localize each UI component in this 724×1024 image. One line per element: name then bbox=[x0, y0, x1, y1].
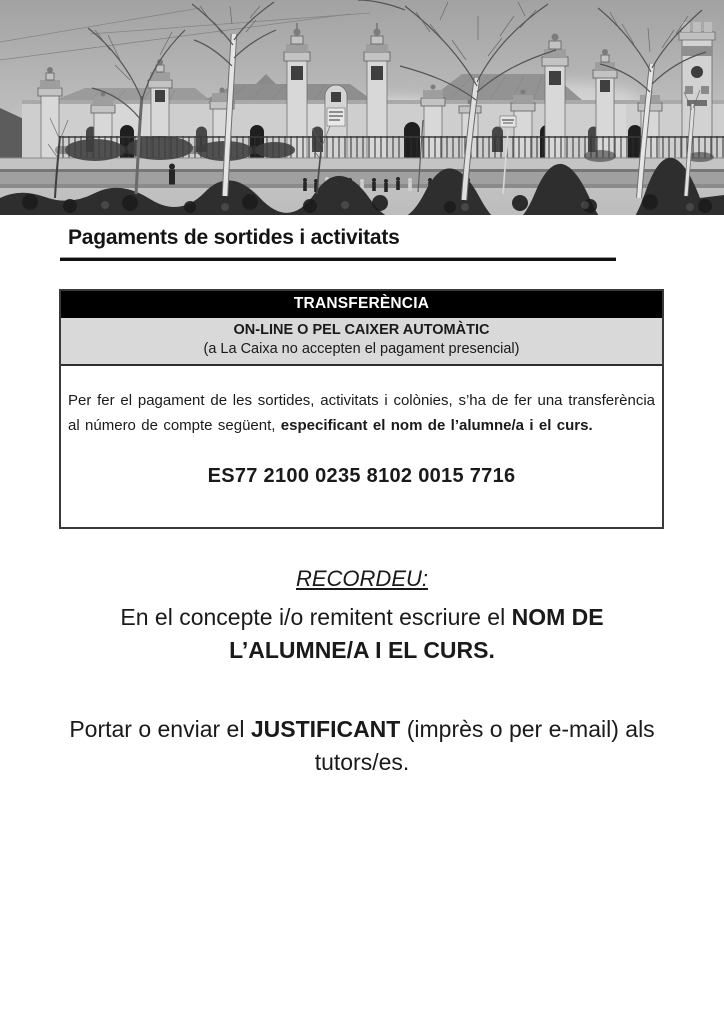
transfer-box-header: TRANSFERÈNCIA bbox=[61, 291, 662, 318]
payment-instructions bbox=[68, 388, 655, 438]
school-photo bbox=[0, 0, 724, 215]
transfer-box-subheader bbox=[61, 318, 662, 366]
page-title: Pagaments de sortides i activitats bbox=[68, 226, 400, 249]
reminder-line-bold: NOM DE L’ALUMNE/A I EL CURS. bbox=[229, 604, 604, 663]
transfer-box bbox=[59, 289, 664, 529]
transfer-box-body bbox=[61, 366, 662, 527]
reminder-line-regular: En el concepte i/o remitent escriure el bbox=[120, 604, 512, 630]
receipt-bold: JUSTIFICANT bbox=[250, 716, 401, 742]
ninas-sign bbox=[500, 116, 516, 127]
receipt-part1: Portar o enviar el bbox=[69, 716, 251, 742]
reminder-section bbox=[0, 565, 724, 779]
title-rule bbox=[60, 257, 616, 261]
subheader-note: (a La Caixa no accepten el pagament presencial) bbox=[203, 341, 520, 357]
payment-instructions-bold: especificant el nom de l’alumne/a i el curs. bbox=[280, 417, 593, 434]
subheader-method: ON-LINE O PEL CAIXER AUTOMÀTIC bbox=[233, 322, 490, 338]
payment-instructions-text: Per fer el pagament de les sortides, activitats i colònies, s’ha de fer una transferència al número de compte següent, bbox=[68, 392, 655, 434]
reminder-heading: RECORDEU: bbox=[295, 566, 428, 591]
receipt-part2: (imprès o per e-mail) als tutors/es. bbox=[314, 716, 655, 775]
receipt-line bbox=[56, 713, 668, 779]
account-number: ES77 2100 0235 8102 0015 7716 bbox=[207, 465, 516, 487]
reminder-line bbox=[82, 601, 642, 667]
